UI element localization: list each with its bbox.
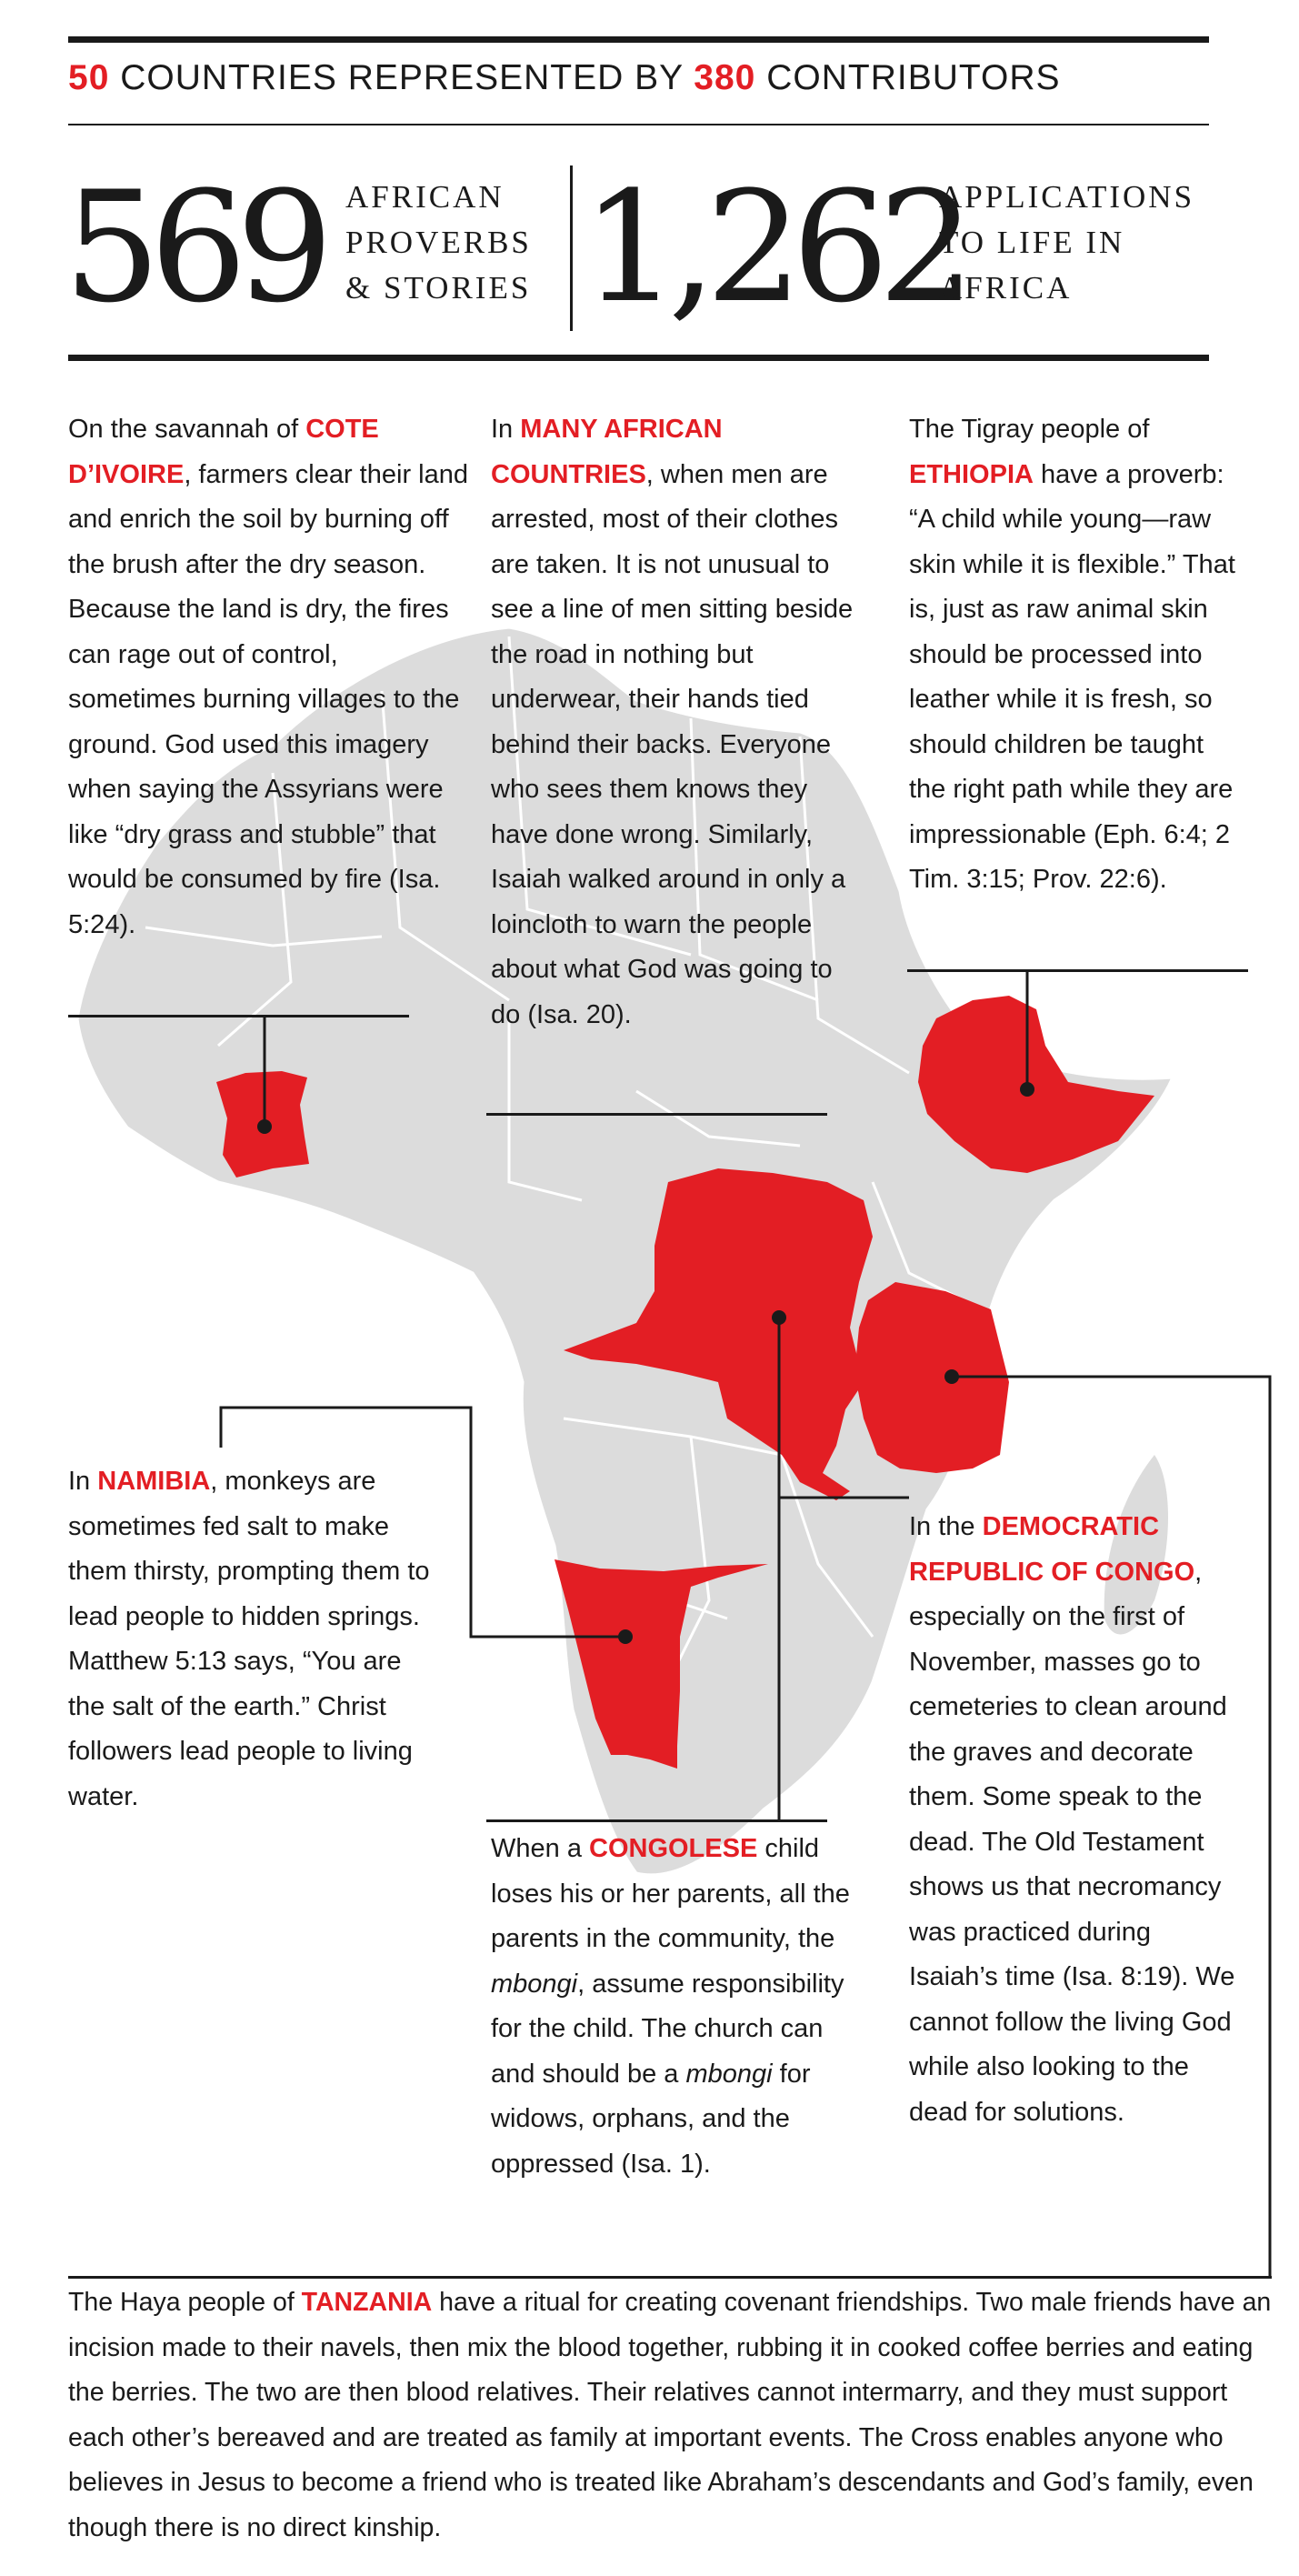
ethiopia-rule <box>907 969 1248 972</box>
many-pre: In <box>491 415 521 444</box>
applications-label-line-3: AFRICA <box>939 270 1073 306</box>
proverbs-number: 569 <box>64 158 323 336</box>
congolese-mid-1: child loses his or her parents, all the parents in the community, the <box>491 1834 850 1953</box>
many-body: , when men are arrested, most of their clothes are taken. It is not unusual to see a line of men sitting beside the road in nothing but underwear, their hands tied behind their backs. Everyone who sees them knows they have done wrong. Similarly, Isaiah walked around in only a loincloth to warn the people about what God was going to do (Isa. 20). <box>491 459 854 1029</box>
congolese-body: for widows, orphans, and the oppressed (Isa. 1). <box>491 2059 811 2179</box>
applications-label-line-2: TO LIFE IN <box>939 225 1125 260</box>
story-drc <box>909 1505 1245 2135</box>
story-ethiopia <box>909 407 1245 903</box>
congolese-mid-2: , assume responsibility for the child. The church can and should be a <box>491 1969 844 2089</box>
tanzania-pre: The Haya people of <box>68 2288 302 2317</box>
congolese-term-1: mbongi <box>491 1969 578 1999</box>
congolese-country: CONGOLESE <box>589 1834 758 1863</box>
header-text-1: COUNTRIES REPRESENTED BY <box>109 58 694 97</box>
tanzania-country: TANZANIA <box>301 2288 433 2317</box>
story-cote-divoire <box>68 407 468 947</box>
ethiopia-pre: The Tigray people of <box>909 415 1150 444</box>
story-namibia <box>68 1459 441 1819</box>
ethiopia-body: have a proverb: “A child while young—raw skin while it is flexible.” That is, just as raw animal skin should be processed into leather while it is fresh, so should children be taught the right path while they are impressionable (Eph. 6:4; 2 Tim. 3:15; Prov. 22:6). <box>909 459 1235 894</box>
many-country: MANY AFRICAN COUNTRIES <box>491 415 723 489</box>
cote-country: COTE D’IVOIRE <box>68 415 379 489</box>
applications-number: 1,262 <box>582 158 964 336</box>
cote-body: , farmers clear their land and enrich the soil by burning off the brush after the dry season. Because the land is dry, the fires can rage out of control, sometimes burning villages to the ground. God used this imagery when saying the Assyrians were like “dry grass and stubble” that would be consumed by fire (Isa. 5:24). <box>68 459 468 939</box>
namibia-pre: In <box>68 1467 98 1496</box>
proverbs-label-line-3: & STORIES <box>345 270 532 306</box>
tanzania-body: have a ritual for creating covenant friendships. Two male friends have an incision made to their navels, then mix the blood together, rubbing it in cooked coffee berries and eating the berries. The two are then blood relatives. Their relatives cannot intermarry, and they must support each other’s bereaved and are treated as family at important events. The Cross enables anyone who believes in Jesus to become a friend who is treated like Abraham’s descendants and God’s family, even though there is no direct kinship. <box>68 2288 1272 2542</box>
congolese-term-2: mbongi <box>685 2059 773 2089</box>
tanzania-rule <box>68 2276 1272 2279</box>
story-many-countries <box>491 407 868 1037</box>
cote-rule <box>68 1015 409 1017</box>
story-tanzania <box>68 2280 1277 2551</box>
header-text-2: CONTRIBUTORS <box>755 58 1061 97</box>
applications-label-line-1: APPLICATIONS <box>939 179 1195 215</box>
proverbs-label-line-1: AFRICAN <box>345 179 505 215</box>
countries-count: 50 <box>68 58 110 97</box>
contributors-count: 380 <box>694 58 756 97</box>
many-rule <box>486 1113 827 1116</box>
namibia-country: NAMIBIA <box>97 1467 211 1496</box>
namibia-body: , monkeys are sometimes fed salt to make them thirsty, prompting them to lead people to hidden springs. Matthew 5:13 says, “You are the salt of the earth.” Christ followers lead people to living water. <box>68 1467 430 1811</box>
congolese-rule <box>486 1819 827 1822</box>
drc-body: , especially on the first of November, masses go to cemeteries to clean around the graves and decorate them. Some speak to the dead. The Old Testament shows us that necromancy was practiced during Isaiah’s time (Isa. 8:19). We cannot follow the living God while also looking to the dead for solutions. <box>909 1557 1235 2127</box>
story-congolese <box>491 1827 864 2187</box>
proverbs-label-line-2: PROVERBS <box>345 225 532 260</box>
drc-pre: In the <box>909 1512 983 1541</box>
drc-country: DEMOCRATIC REPUBLIC OF CONGO <box>909 1512 1195 1587</box>
congolese-pre: When a <box>491 1834 589 1863</box>
cote-pre: On the savannah of <box>68 415 306 444</box>
ethiopia-country: ETHIOPIA <box>909 459 1034 489</box>
